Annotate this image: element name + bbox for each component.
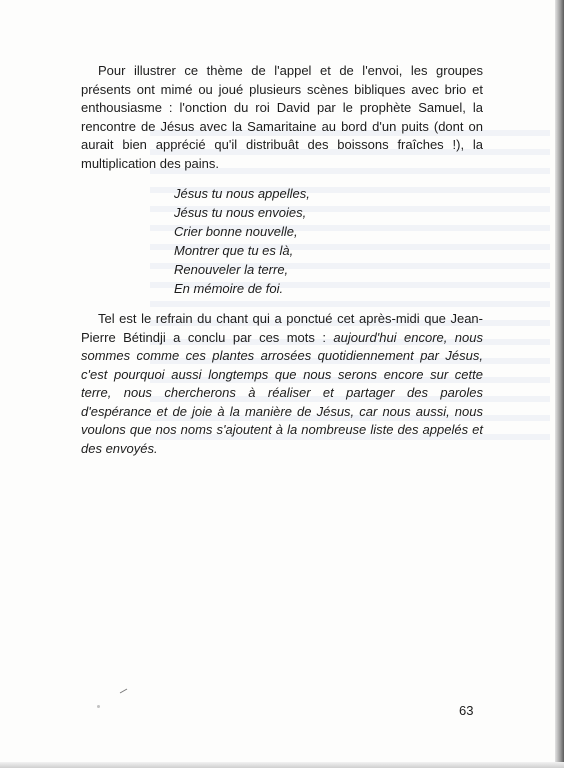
paper-speck [97, 705, 100, 708]
paragraph-2-intro: Tel est le refrain du chant qui a ponctué cet après-midi que Jean-Pierre Bétindji a conclu par ces mots : [81, 311, 483, 345]
paragraph-2 [81, 310, 483, 458]
refrain-line: Jésus tu nous appelles, [174, 186, 310, 201]
refrain-line: Montrer que tu es là, [174, 243, 294, 258]
page-edge-shadow [555, 0, 564, 768]
page-number: 63 [459, 703, 474, 718]
refrain-line: En mémoire de foi. [174, 281, 284, 296]
pen-mark [119, 688, 128, 694]
refrain [174, 184, 483, 298]
refrain-line: Renouveler la terre, [174, 262, 289, 277]
paragraph-2-quote: aujourd'hui encore, nous sommes comme ces plantes arrosées quotidiennement par Jésus, c'est pourquoi aussi longtemps que nous serons encore sur cette terre, nous chercherons à réaliser et partager des paroles d'espérance et de joie à la manière de Jésus, car nous aussi, nous voulons que nos noms s'ajoutent à la nombreuse liste des appelés et des envoyés. [81, 329, 483, 456]
page-bottom-edge [0, 762, 564, 768]
refrain-line: Jésus tu nous envoies, [174, 205, 307, 220]
refrain-line: Crier bonne nouvelle, [174, 224, 298, 239]
paragraph-1: Pour illustrer ce thème de l'appel et de l'envoi, les groupes présents ont mimé ou joué plusieurs scènes bibliques avec brio et enthousiasme : l'onction du roi David par le prophète Samuel, la rencontre de Jésus avec la Samaritaine au bord d'un puits (dont on aurait bien apprécié qu'il distribuât des boissons fraîches !), la multiplication des pains. [81, 63, 483, 171]
text-block [81, 62, 483, 458]
